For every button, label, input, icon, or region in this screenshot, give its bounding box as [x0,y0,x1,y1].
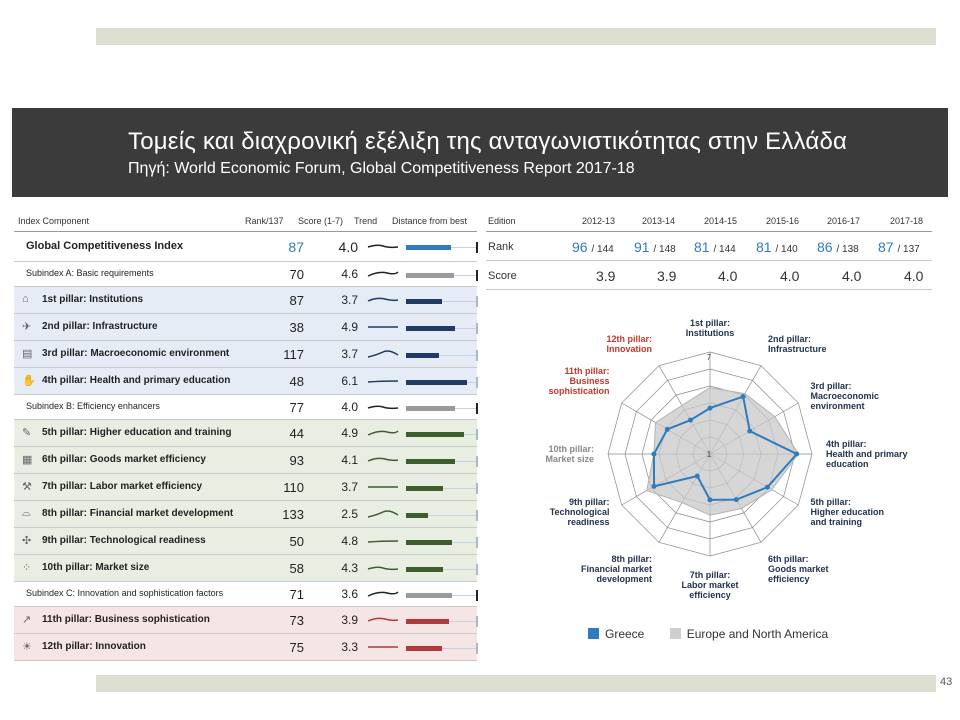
component-name: Subindex B: Efficiency enhancers [26,400,160,411]
legend-label-europe: Europe and North America [686,627,829,641]
radar-axis-label-line: 1st pillar: [689,318,730,328]
radar-axis-label [552,334,652,354]
trend-sparkline [367,349,399,359]
slide-title: Τομείς και διαχρονική εξέλιξη της ανταγωνιστικότητας στην Ελλάδα [128,128,848,155]
radar-axis-label [660,570,760,600]
edition-score-cell: 4.0 [718,268,738,284]
rank-value: 133 [282,506,304,522]
trend-sparkline [367,589,399,599]
component-name: Subindex A: Basic requirements [26,267,154,278]
radar-point-greece [747,429,752,434]
distance-from-best-bar [406,566,478,574]
technology-icon: ✣ [22,534,32,547]
radar-axis-label-line: Institutions [685,328,735,338]
radar-axis-label-line: Higher education [810,507,884,517]
radar-axis-label [768,554,868,584]
subindex-row [14,395,477,420]
score-value: 3.3 [341,639,358,654]
slide-subtitle: Πηγή: World Economic Forum, Global Competitiveness Report 2017-18 [128,160,635,177]
rank-value: 117 [283,346,304,362]
component-name: 12th pillar: Innovation [42,640,146,652]
distance-from-best-bar [406,485,478,493]
legend-label-greece: Greece [605,627,645,641]
radar-axis-label-line: 11th pillar: [564,366,610,376]
distance-from-best-bar [406,405,478,413]
radar-axis-label [810,381,910,411]
legend-swatch-greece [588,628,599,639]
trend-sparkline [367,563,399,573]
header-trend: Trend [354,216,378,226]
pillar-row [14,341,477,368]
radar-axis-label [810,497,910,527]
pillar-row [14,314,477,341]
score-row-label: Score [488,270,517,282]
header-rank: Rank/137 [245,216,284,226]
page-number: 43 [940,676,953,688]
trend-sparkline [367,615,399,625]
radar-axis-label [768,334,868,354]
radar-axis-label [826,439,926,469]
component-name: 6th pillar: Goods market efficiency [42,453,206,465]
labor-market-icon: ⚒ [22,480,32,493]
distance-from-best-bar [406,431,478,439]
radar-axis-label-line: environment [810,401,865,411]
radar-axis-label-line: Infrastructure [768,343,827,354]
edition-score-cell: 3.9 [596,268,616,284]
radar-axis-label-line: 10th pillar: [548,444,594,454]
radar-series-europe [647,388,799,516]
component-name: 5th pillar: Higher education and training [42,426,232,438]
rank-row-label: Rank [488,241,514,253]
radar-axis-label-line: Health and primary [826,449,908,459]
health-icon: ✋ [22,374,36,387]
edition-score-cell: 3.9 [657,268,677,284]
education-icon: ✎ [22,426,32,439]
radar-point-greece [765,485,770,490]
radar-axis-label-line: 5th pillar: [810,497,851,507]
distance-from-best-bar [406,512,478,520]
radar-axis-label-line: Macroeconomic [810,391,879,401]
radar-tick-label: 7 [706,353,712,362]
radar-point-greece [741,394,746,399]
rank-value: 87 [288,239,304,255]
trend-sparkline [367,241,399,251]
rank-value: 58 [289,560,304,576]
component-name: Global Competitiveness Index [26,240,184,252]
rank-value: 48 [289,373,304,389]
edition-table-header [486,210,932,232]
radar-point-greece [665,427,670,432]
distance-from-best-bar [406,352,478,360]
chart-legend [588,627,828,641]
rank-value: 50 [289,533,304,549]
trend-sparkline [367,376,399,386]
edition-year: 2013-14 [642,216,676,226]
pillar-row [14,528,477,555]
edition-label: Edition [488,216,516,226]
radar-axis-label-line: sophistication [548,386,610,396]
pillar-table-header [14,210,477,232]
radar-axis-label-line: 8th pillar: [611,554,652,565]
goods-market-icon: ▦ [22,453,33,466]
score-value: 4.0 [341,399,358,414]
distance-from-best-bar [406,539,478,547]
component-name: 3rd pillar: Macroeconomic environment [42,347,230,359]
score-value: 3.9 [341,612,358,627]
component-name: 7th pillar: Labor market efficiency [42,480,203,492]
radar-axis-label-line: Labor market [681,580,739,590]
component-name: 8th pillar: Financial market development [42,507,234,519]
rank-value: 73 [289,612,304,628]
score-value: 4.3 [341,560,358,575]
title-banner [12,108,948,197]
radar-point-greece [708,406,713,411]
subindex-row [14,262,477,287]
pillar-row [14,368,477,395]
score-value: 6.1 [341,373,358,388]
trend-sparkline [367,509,399,519]
rank-value: 44 [289,425,304,441]
radar-axis-label-line: Goods market [768,564,829,575]
radar-point-greece [652,484,657,489]
rank-value: 38 [289,319,304,335]
distance-from-best-bar [406,298,478,306]
radar-axis-label-line: development [596,574,652,585]
distance-from-best-bar [406,618,478,626]
trend-sparkline [367,295,399,305]
pillar-row [14,287,477,314]
edition-rank-row [486,233,932,261]
trend-sparkline [367,642,399,652]
rank-value: 75 [289,639,304,655]
edition-score-cell: 4.0 [842,268,862,284]
subindex-row [14,582,477,607]
distance-from-best-bar [406,458,478,466]
radar-axis-label [510,497,610,527]
header-distance: Distance from best [392,216,468,226]
pillar-row [14,420,477,447]
radar-axis-label-line: 12th pillar: [606,333,652,344]
edition-year: 2012-13 [582,216,616,226]
trend-sparkline [367,322,399,332]
score-value: 4.6 [341,266,358,281]
rank-value: 77 [289,399,304,415]
rank-value: 87 [289,292,304,308]
edition-rank-cell: 91 / 148 [634,239,676,255]
radar-axis-label-line: Financial market [580,564,652,575]
radar-axis-label [552,554,652,584]
distance-from-best-bar [406,379,478,387]
macroeconomic-icon: ▤ [22,347,33,360]
radar-point-greece [708,497,713,502]
radar-point-greece [651,452,656,457]
trend-sparkline [367,482,399,492]
business-icon: ↗ [22,613,32,626]
pillar-row [14,555,477,582]
score-value: 3.7 [341,346,358,361]
header-score: Score (1-7) [298,216,344,226]
radar-axis-label-line: Innovation [606,343,652,354]
radar-axis-label-line: 4th pillar: [826,439,867,449]
component-name: 9th pillar: Technological readiness [42,534,206,546]
radar-axis-label-line: Technological [549,507,610,517]
top-decor-bar [96,28,936,45]
component-name: 4th pillar: Health and primary education [42,374,231,386]
score-value: 4.1 [341,452,358,467]
distance-from-best-bar [406,272,478,280]
component-name: 11th pillar: Business sophistication [42,613,210,625]
edition-rank-cell: 86 / 138 [817,239,859,255]
pillar-row [14,634,477,661]
edition-year: 2014-15 [704,216,738,226]
gci-row [14,232,477,262]
pillar-table [14,210,477,660]
institutions-icon: ⌂ [22,292,29,305]
radar-point-greece [734,497,739,502]
radar-axis-label [510,366,610,396]
pillar-row [14,447,477,474]
radar-axis-label [660,318,760,338]
trend-sparkline [367,428,399,438]
score-value: 4.9 [341,319,358,334]
market-size-icon: ⁘ [22,561,32,574]
radar-axis-label-line: Market size [545,454,594,464]
trend-sparkline [367,536,399,546]
distance-from-best-bar [406,592,478,600]
radar-axis-label-line: efficiency [768,574,810,585]
score-value: 3.7 [341,292,358,307]
radar-point-greece [688,418,693,423]
rank-value: 93 [289,452,304,468]
rank-value: 110 [283,479,304,495]
financial-market-icon: ⌓ [22,506,31,519]
bottom-decor-bar [96,675,936,692]
pillar-row [14,501,477,528]
rank-value: 71 [289,586,304,602]
score-value: 4.0 [338,239,358,255]
trend-sparkline [367,269,399,279]
edition-rank-cell: 81 / 140 [756,239,798,255]
radar-axis-label-line: Business [569,376,610,386]
radar-axis-label-line: and training [810,517,862,527]
edition-score-row [486,262,932,290]
radar-axis-label-line: 7th pillar: [689,570,731,580]
score-value: 2.5 [341,506,358,521]
edition-rank-cell: 81 / 144 [694,239,736,255]
component-name: 1st pillar: Institutions [42,293,144,305]
distance-from-best-bar [406,325,478,333]
component-name: Subindex C: Innovation and sophistication factors [26,587,224,598]
radar-point-greece [794,452,799,457]
component-name: 10th pillar: Market size [42,561,150,573]
edition-rank-cell: 96 / 144 [572,239,614,255]
score-value: 4.9 [341,425,358,440]
pillar-row [14,607,477,634]
score-value: 3.7 [341,479,358,494]
edition-score-cell: 4.0 [780,268,800,284]
edition-score-cell: 4.0 [904,268,924,284]
edition-year: 2015-16 [766,216,800,226]
header-index-component: Index Component [18,216,90,226]
innovation-icon: ☀ [22,640,32,653]
trend-sparkline [367,455,399,465]
radar-axis-label-line: 3rd pillar: [810,381,852,391]
infrastructure-icon: ✈ [22,320,32,333]
radar-axis-label-line: readiness [567,517,610,527]
legend-swatch-europe [670,628,681,639]
score-value: 4.8 [341,533,358,548]
edition-rank-cell: 87 / 137 [878,239,920,255]
radar-axis-label-line: 2nd pillar: [768,333,812,344]
radar-tick-label: 1 [706,450,712,459]
radar-axis-label-line: 6th pillar: [768,554,809,565]
trend-sparkline [367,402,399,412]
component-name: 2nd pillar: Infrastructure [42,320,158,332]
edition-year: 2016-17 [827,216,861,226]
distance-from-best-bar [406,244,478,252]
distance-from-best-bar [406,645,478,653]
radar-axis-label-line: efficiency [689,590,731,600]
radar-point-greece [695,474,700,479]
pillar-row [14,474,477,501]
radar-axis-label-line: education [826,459,869,469]
score-value: 3.6 [341,586,358,601]
edition-year: 2017-18 [890,216,924,226]
radar-axis-label-line: 9th pillar: [569,497,610,507]
rank-value: 70 [289,266,304,282]
radar-axis-label [494,444,594,464]
